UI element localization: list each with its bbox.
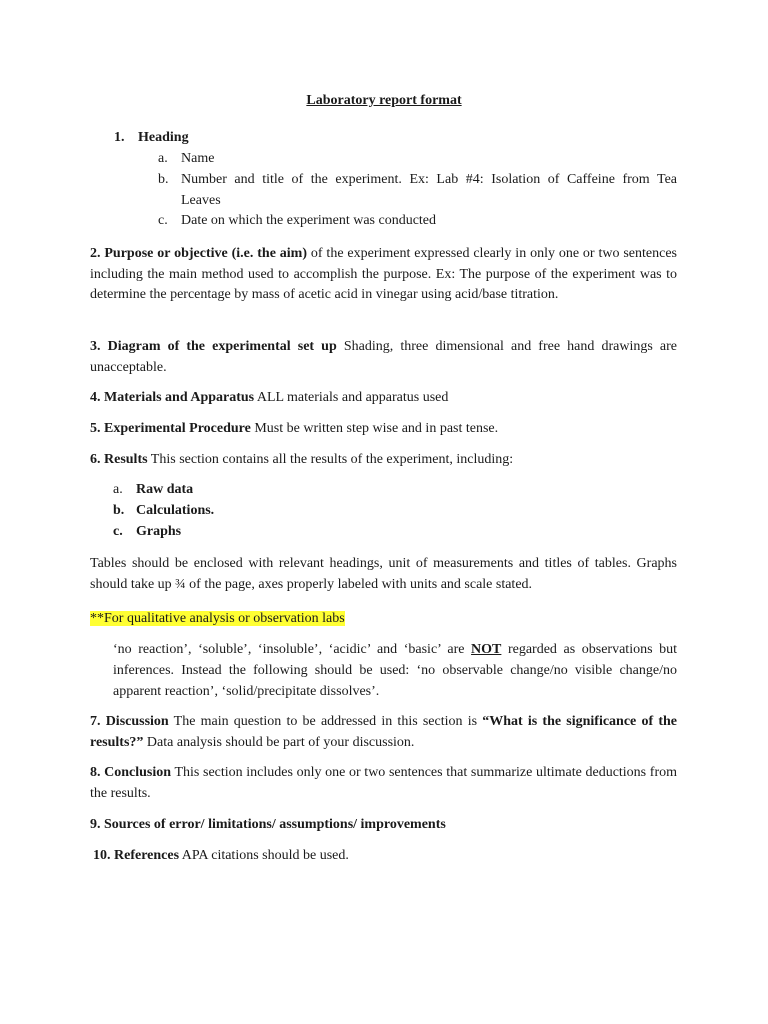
- section-text: This section contains all the results of the experiment, including:: [147, 452, 514, 467]
- section-label: 3. Diagram of the experimental set up: [90, 339, 337, 354]
- qualitative-paragraph: [113, 639, 677, 702]
- section-label: 10. References: [93, 848, 180, 863]
- section-label: 9. Sources of error/ limitations/ assumptions/ improvements: [90, 817, 446, 832]
- section-diagram: [90, 337, 677, 378]
- section-conclusion: [90, 763, 677, 804]
- list-item-text: Date on which the experiment was conducted: [181, 213, 437, 228]
- section-results: [90, 450, 513, 470]
- list-marker: a.: [113, 482, 123, 497]
- qualitative-heading: [90, 609, 345, 629]
- list-item: [158, 170, 677, 190]
- list-marker: c.: [158, 213, 168, 228]
- list-marker: c.: [113, 524, 123, 539]
- qualitative-text-a: ‘no reaction’, ‘soluble’, ‘insoluble’, ‘acidic’ and ‘basic’ are: [113, 642, 472, 657]
- list-item-text: Graphs: [136, 524, 182, 539]
- section-sources: [90, 815, 446, 835]
- list-item-text: Calculations.: [136, 503, 215, 518]
- section-heading: [114, 128, 189, 148]
- results-note: Tables should be enclosed with relevant headings, unit of measurements and titles of tables. Graphs should take up ¾ of the page, axes properly labeled with units and scale stated.: [90, 556, 677, 592]
- list-item-continuation: Leaves: [181, 193, 221, 208]
- section-text: Must be written step wise and in past tense.: [250, 421, 499, 436]
- section-procedure: [90, 419, 498, 439]
- section-text: of the experiment expressed clearly in only one or two sentences including the main method used to accomplish the purpose. Ex: The purpose of the experiment was to determine the percentage by mass of acetic acid in vinegar using acid/base titration.: [90, 246, 677, 302]
- list-marker: a.: [158, 151, 168, 166]
- section-purpose: [90, 244, 677, 306]
- section-number: 1.: [114, 130, 125, 145]
- section-materials: [90, 388, 448, 408]
- list-item: [113, 522, 182, 542]
- section-label: 7. Discussion: [90, 714, 169, 729]
- section-text-b: Data analysis should be part of your discussion.: [143, 734, 415, 750]
- not-emphasis: NOT: [471, 642, 502, 657]
- list-item-text: Number and title of the experiment. Ex: Lab #4: Isolation of Caffeine from Tea: [181, 172, 677, 187]
- highlighted-note: **For qualitative analysis or observation labs: [90, 611, 345, 626]
- section-text-a: The main question to be addressed in this section is: [168, 714, 483, 729]
- section-label: 8. Conclusion: [90, 765, 172, 780]
- list-item-text: Raw data: [136, 482, 194, 497]
- section-label: 5. Experimental Procedure: [90, 421, 251, 436]
- section-references: [93, 846, 349, 866]
- list-item: [158, 211, 437, 231]
- section-label: 4. Materials and Apparatus: [90, 390, 255, 405]
- section-label: 2. Purpose or objective (i.e. the aim): [90, 246, 308, 261]
- section-label: Heading: [138, 130, 189, 145]
- section-discussion: [90, 712, 677, 753]
- section-text: Shading, three dimensional and free hand drawings are unacceptable.: [90, 339, 677, 375]
- section-text: APA citations should be used.: [179, 848, 349, 863]
- discussion-question: “What is the significance of the results?”: [90, 714, 677, 750]
- list-item: [113, 501, 215, 521]
- qualitative-text-b: regarded as observations but inferences. Instead the following should be used: ‘no observable change/no visible change/no apparent reaction’, ‘solid/precipitate dissolves’.: [113, 642, 677, 699]
- list-item: [113, 480, 194, 500]
- section-text: ALL materials and apparatus used: [254, 390, 449, 405]
- list-item: [158, 149, 215, 169]
- list-marker: b.: [158, 172, 169, 187]
- list-marker: b.: [113, 503, 125, 518]
- list-item-text: Name: [181, 151, 215, 166]
- document-title: Laboratory report format: [306, 93, 462, 108]
- section-label: 6. Results: [90, 452, 148, 467]
- section-text: This section includes only one or two sentences that summarize ultimate deductions from the results.: [90, 765, 677, 801]
